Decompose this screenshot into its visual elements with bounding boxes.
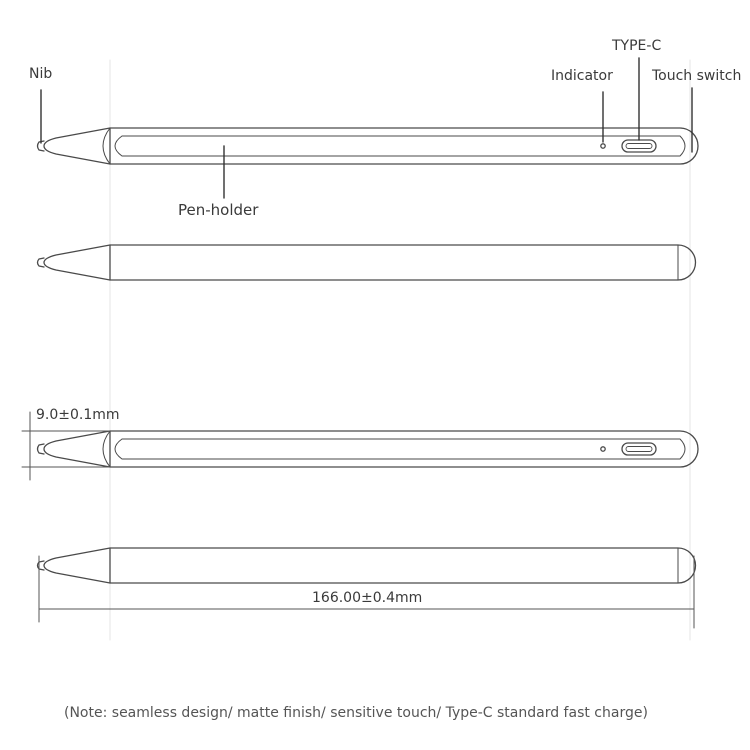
pen-barrel <box>110 548 696 583</box>
pen-barrel <box>110 128 698 164</box>
pen-barrel <box>110 431 698 467</box>
pen-barrel <box>110 245 696 280</box>
diameter-label: 9.0±0.1mm <box>36 407 120 423</box>
indicator-label: Indicator <box>551 68 613 84</box>
indicator-light <box>601 144 605 148</box>
pen-tip-cone <box>44 128 110 164</box>
pen-holder-label: Pen-holder <box>178 201 259 219</box>
length-label: 166.00±0.4mm <box>312 590 423 606</box>
nib-shape <box>38 444 45 454</box>
nib-shape <box>38 561 45 570</box>
pen-view-length <box>38 548 696 583</box>
pen-tip-cone <box>44 548 110 583</box>
type-c-label: TYPE-C <box>612 38 662 54</box>
pen-tip-cone <box>44 245 110 280</box>
nib-shape <box>38 258 45 267</box>
type-c-port <box>622 140 656 152</box>
note-text: (Note: seamless design/ matte finish/ sensitive touch/ Type-C standard fast charge) <box>64 705 648 721</box>
indicator-light <box>601 447 605 451</box>
nib-label: Nib <box>29 66 53 82</box>
pen-holder-band <box>115 136 685 156</box>
pen-tip-cone <box>44 431 110 467</box>
pen-view-front <box>38 128 699 164</box>
pen-view-diameter <box>38 431 699 467</box>
type-c-port <box>622 443 656 455</box>
pen-view-side <box>38 245 696 280</box>
background-guides <box>110 60 690 640</box>
touch-switch-label: Touch switch <box>652 68 742 84</box>
